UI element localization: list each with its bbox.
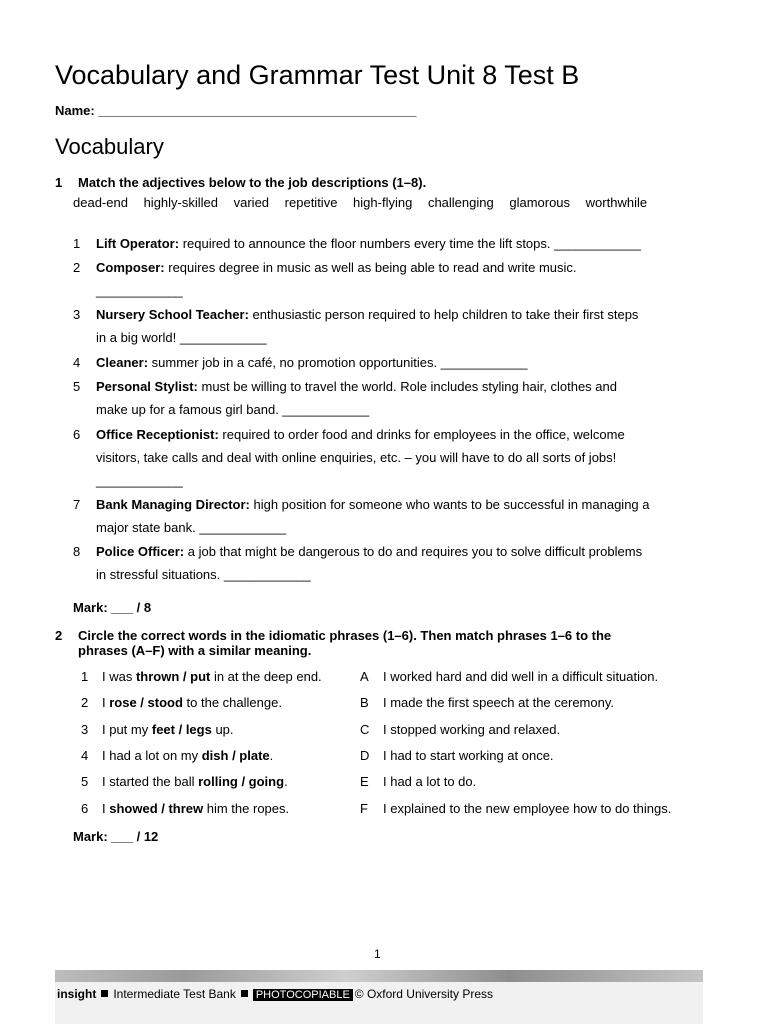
q2-instruction: Circle the correct words in the idiomatic phrases (1–6). Then match phrases 1–6 to the bbox=[78, 628, 612, 643]
phrase-text: in at the deep end. bbox=[210, 669, 322, 684]
item-number: 3 bbox=[73, 307, 81, 322]
phrase-text: I bbox=[102, 695, 110, 710]
word-bank-item: dead-end bbox=[73, 195, 128, 210]
meaning-text: I stopped working and relaxed. bbox=[383, 722, 561, 737]
meaning-letter: B bbox=[360, 695, 369, 710]
meaning-letter: E bbox=[360, 774, 369, 789]
job-description: required to order food and drinks for employees in the office, welcome bbox=[222, 427, 625, 442]
q1-item bbox=[73, 375, 703, 421]
q1-heading bbox=[55, 175, 426, 190]
word-bank-item: challenging bbox=[427, 195, 494, 210]
q1-item bbox=[73, 540, 703, 586]
item-number: 2 bbox=[73, 260, 81, 275]
phrase-text: up. bbox=[211, 722, 234, 737]
word-bank-item: high-flying bbox=[353, 195, 413, 210]
meaning-text: I explained to the new employee how to do things. bbox=[383, 801, 672, 816]
phrase-text: . bbox=[284, 774, 288, 789]
job-title: Nursery School Teacher: bbox=[96, 307, 249, 322]
q2-heading bbox=[55, 628, 611, 658]
name-field[interactable]: Name: ____________________________________________ bbox=[55, 103, 417, 118]
job-title: Office Receptionist: bbox=[96, 427, 219, 442]
job-description: must be willing to travel the world. Role includes styling hair, clothes and bbox=[201, 379, 617, 394]
job-description: a job that might be dangerous to do and requires you to solve difficult problems bbox=[187, 544, 643, 559]
item-number: 1 bbox=[73, 236, 81, 251]
meaning-letter: C bbox=[360, 722, 370, 737]
square-bullet-icon bbox=[101, 990, 108, 997]
phrase-text: I was bbox=[102, 669, 136, 684]
q1-item bbox=[73, 493, 703, 539]
meaning-letter: F bbox=[360, 801, 368, 816]
job-title: Bank Managing Director: bbox=[96, 497, 250, 512]
phrase-text: him the ropes. bbox=[203, 801, 290, 816]
q2-mark[interactable]: Mark: ___ / 12 bbox=[73, 829, 159, 844]
q1-item bbox=[73, 232, 703, 255]
job-title: Composer: bbox=[96, 260, 165, 275]
phrase-choice[interactable]: rose / stood bbox=[109, 695, 183, 710]
word-bank-item: varied bbox=[233, 195, 270, 210]
item-number: 7 bbox=[73, 497, 81, 512]
phrase-number: 3 bbox=[81, 722, 89, 737]
answer-blank[interactable]: ____________ bbox=[96, 473, 183, 488]
word-bank-item: glamorous bbox=[509, 195, 571, 210]
item-number: 4 bbox=[73, 355, 81, 370]
square-bullet-icon bbox=[241, 990, 248, 997]
footer-brand: insight bbox=[57, 987, 97, 1001]
meaning-text: I worked hard and did well in a difficult situation. bbox=[383, 669, 659, 684]
phrase-text: to the challenge. bbox=[182, 695, 282, 710]
job-description: summer job in a café, no promotion opportunities. ____________ bbox=[151, 355, 528, 370]
meaning-letter: D bbox=[360, 748, 370, 763]
meaning-text: I had to start working at once. bbox=[383, 748, 554, 763]
phrase-choice[interactable]: showed / threw bbox=[109, 801, 204, 816]
item-number: 8 bbox=[73, 544, 81, 559]
footer-decoration bbox=[55, 970, 703, 982]
q1-item bbox=[73, 256, 703, 302]
phrase-text: I had a lot on my bbox=[102, 748, 202, 763]
phrase-number: 6 bbox=[81, 801, 89, 816]
q1-item bbox=[73, 423, 703, 492]
phrase-number: 1 bbox=[81, 669, 89, 684]
job-description: in a big world! ____________ bbox=[96, 330, 267, 345]
phrase-text: I bbox=[102, 801, 110, 816]
meaning-text: I had a lot to do. bbox=[383, 774, 477, 789]
item-number: 6 bbox=[73, 427, 81, 442]
job-title: Personal Stylist: bbox=[96, 379, 198, 394]
job-description: make up for a famous girl band. ____________ bbox=[96, 402, 370, 417]
word-bank-item: highly-skilled bbox=[143, 195, 218, 210]
word-bank-item: repetitive bbox=[284, 195, 338, 210]
footer bbox=[57, 987, 493, 1002]
q1-number: 1 bbox=[55, 175, 63, 190]
job-description: visitors, take calls and deal with online enquiries, etc. – you will have to do all sorts of jobs! bbox=[96, 450, 617, 465]
job-title: Cleaner: bbox=[96, 355, 149, 370]
footer-book: Intermediate Test Bank bbox=[113, 987, 236, 1001]
job-description: high position for someone who wants to be successful in managing a bbox=[253, 497, 650, 512]
phrase-choice[interactable]: feet / legs bbox=[151, 722, 212, 737]
job-title: Lift Operator: bbox=[96, 236, 180, 251]
phrase-text: I started the ball bbox=[102, 774, 199, 789]
phrase-choice[interactable]: thrown / put bbox=[135, 669, 211, 684]
answer-blank[interactable]: ____________ bbox=[96, 283, 183, 298]
page-number: 1 bbox=[374, 947, 381, 961]
phrase-number: 5 bbox=[81, 774, 89, 789]
job-description: enthusiastic person required to help children to take their first steps bbox=[252, 307, 639, 322]
phrase-choice[interactable]: rolling / going bbox=[198, 774, 285, 789]
phrase-number: 2 bbox=[81, 695, 89, 710]
word-bank-item: worthwhile bbox=[585, 195, 648, 210]
item-number: 5 bbox=[73, 379, 81, 394]
job-description: major state bank. ____________ bbox=[96, 520, 287, 535]
phrase-number: 4 bbox=[81, 748, 89, 763]
job-description: in stressful situations. ____________ bbox=[96, 567, 311, 582]
phrase-text: I put my bbox=[102, 722, 152, 737]
phrase-choice[interactable]: dish / plate bbox=[201, 748, 270, 763]
section-title: Vocabulary bbox=[55, 134, 164, 159]
photocopiable-label: PHOTOCOPIABLE bbox=[253, 989, 353, 1001]
word-bank bbox=[73, 195, 693, 210]
meaning-text: I made the first speech at the ceremony. bbox=[383, 695, 614, 710]
q1-item bbox=[73, 351, 703, 374]
q1-item bbox=[73, 303, 703, 349]
q2-number: 2 bbox=[55, 628, 63, 643]
meaning-letter: A bbox=[360, 669, 369, 684]
job-title: Police Officer: bbox=[96, 544, 185, 559]
q2-instruction: phrases (A–F) with a similar meaning. bbox=[78, 643, 312, 658]
q1-mark[interactable]: Mark: ___ / 8 bbox=[73, 600, 152, 615]
job-description: required to announce the floor numbers every time the lift stops. ____________ bbox=[182, 236, 641, 251]
footer-publisher: © Oxford University Press bbox=[354, 987, 493, 1001]
phrase-text: . bbox=[269, 748, 274, 763]
job-description: requires degree in music as well as being able to read and write music. bbox=[168, 260, 577, 275]
q1-instruction: Match the adjectives below to the job descriptions (1–8). bbox=[78, 175, 427, 190]
page-title: Vocabulary and Grammar Test Unit 8 Test B bbox=[55, 60, 580, 90]
